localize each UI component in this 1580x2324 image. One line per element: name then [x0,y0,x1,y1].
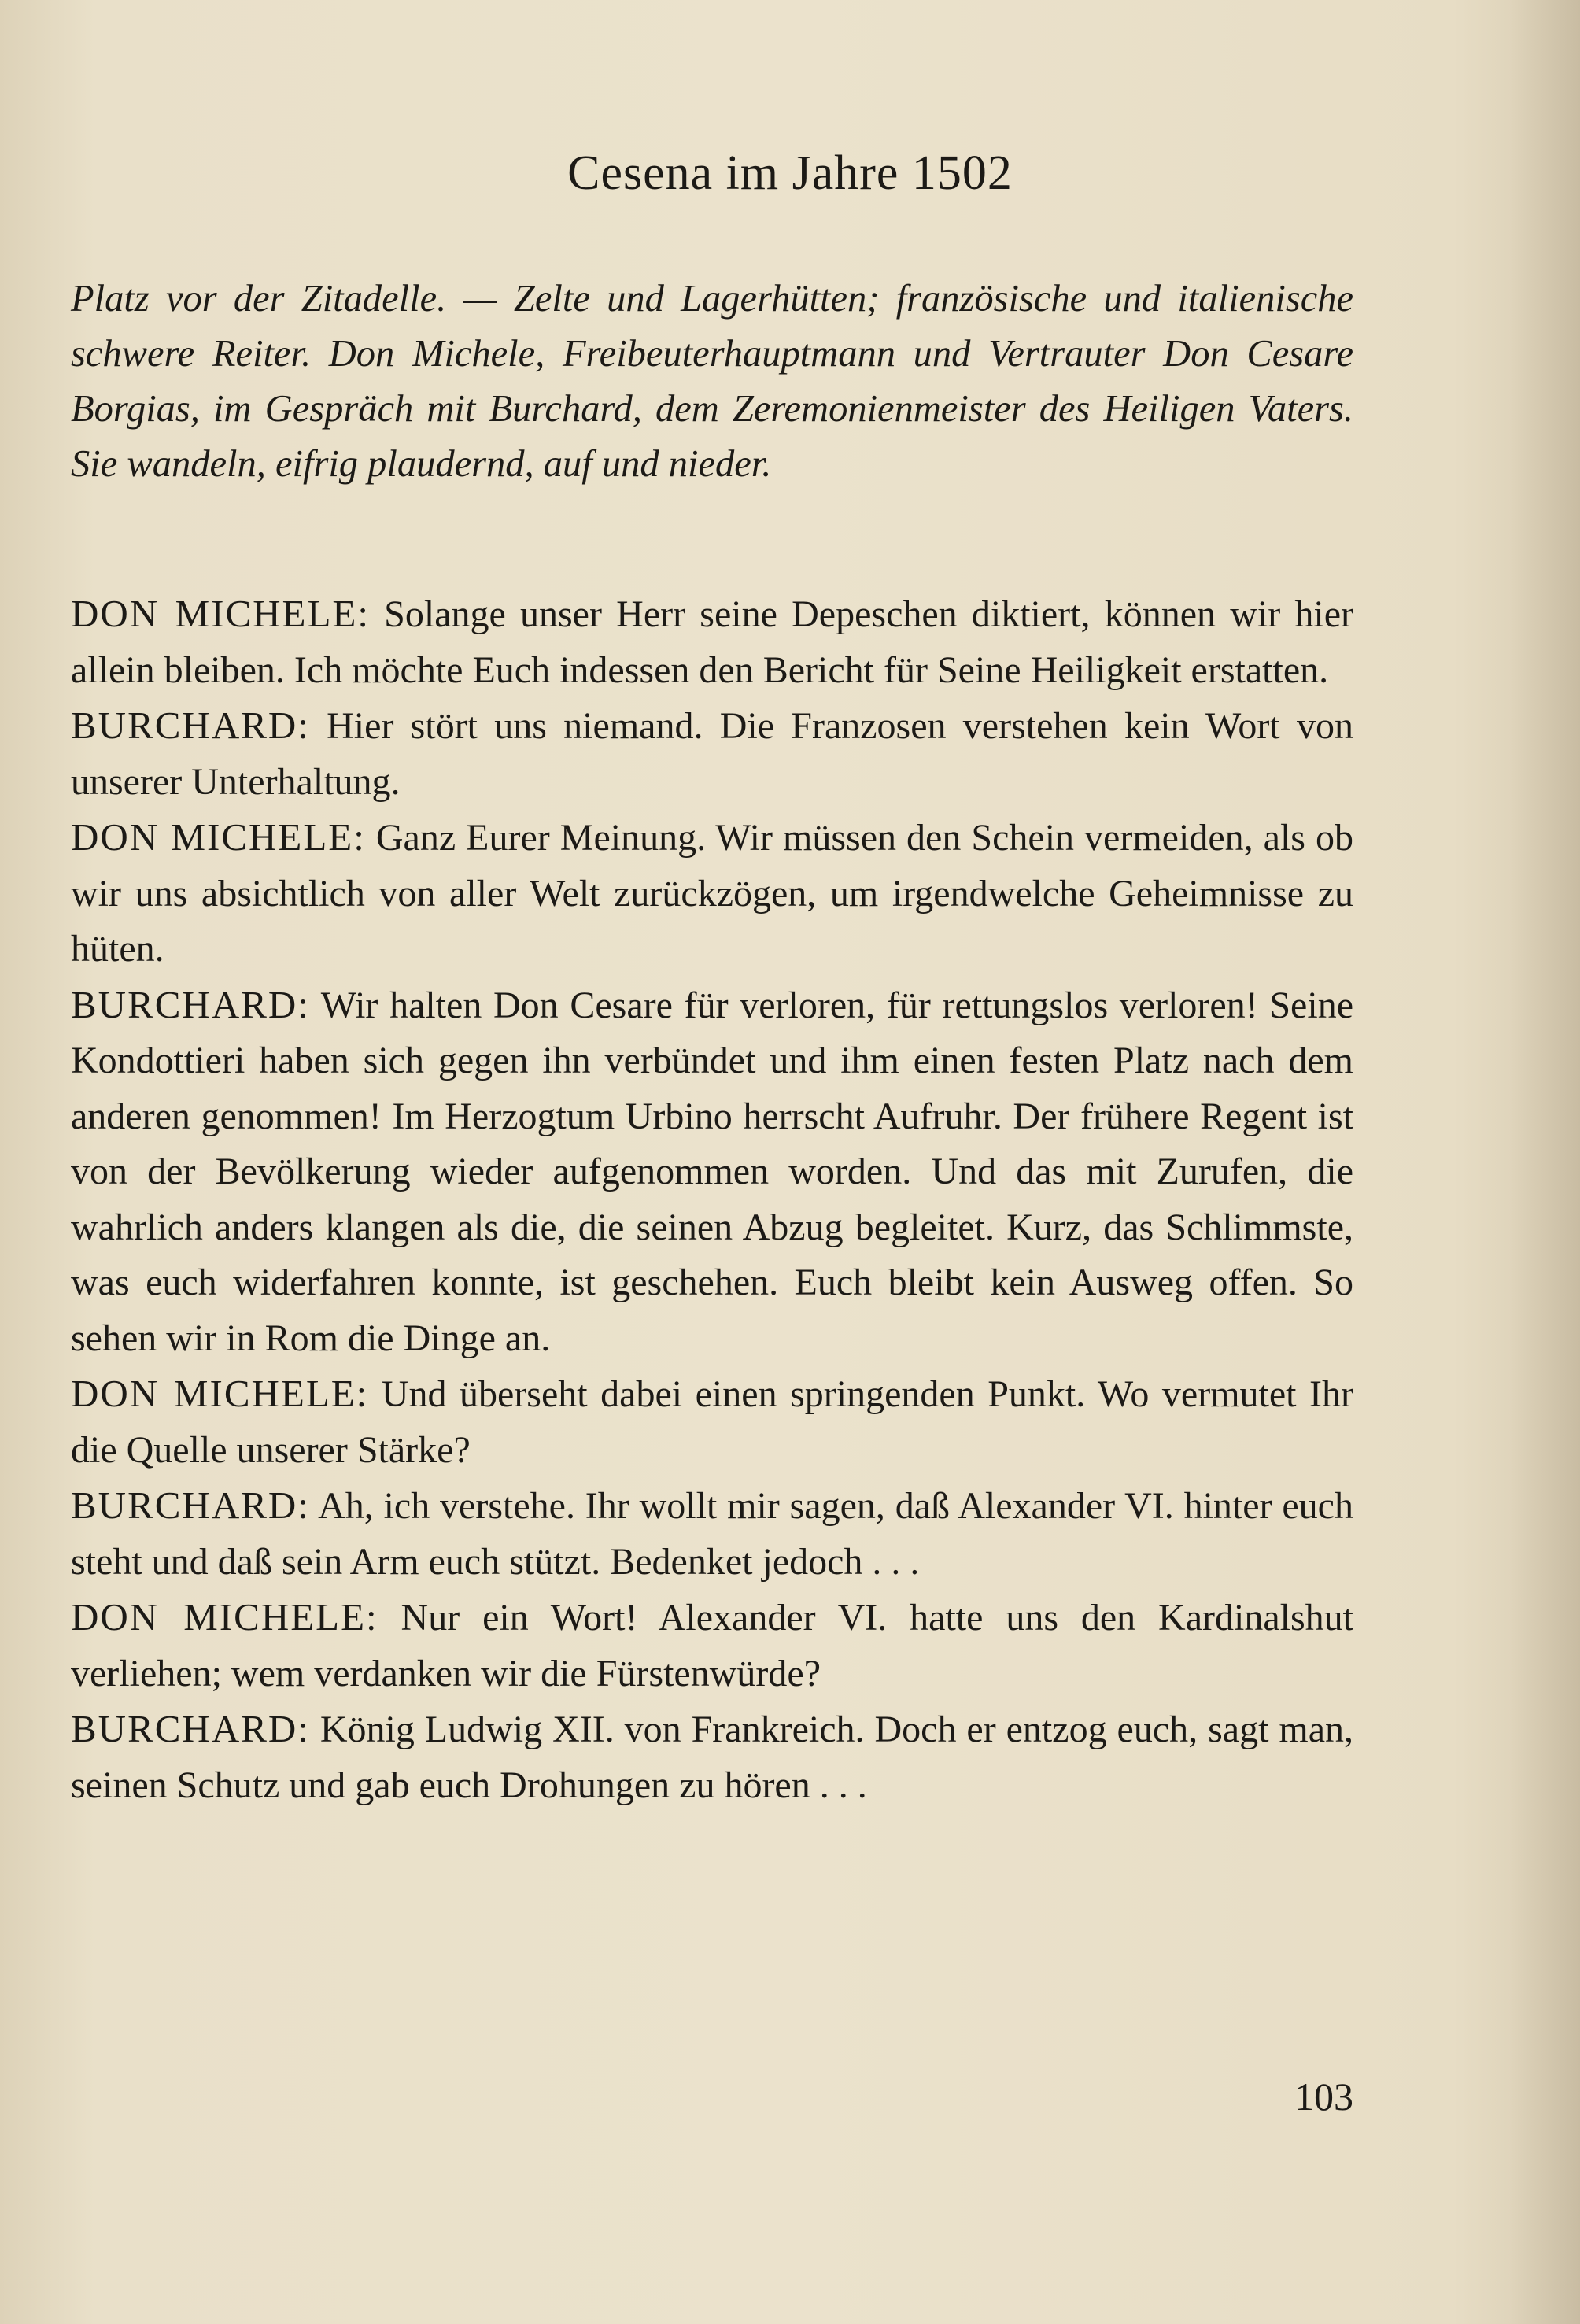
stage-direction: Platz vor der Zitadelle. — Zelte und Lagerhütten; französische und italienische schwere Reiter. Don Michele, Freibeuterhauptmann und Vertrauter Don Cesare Borgias, im Gespräch mit Burchard, dem Zeremonienmeister des Heiligen Vaters. Sie wandeln, eifrig plaudernd, auf und nieder. [71,278,1353,485]
speaker-name: BURCHARD: [71,1483,310,1527]
speaker-name: BURCHARD: [71,704,310,747]
speech-burchard-4 [71,1701,1353,1813]
page-edge-shadow [1509,0,1580,2324]
speech-text: Nur ein Wort! Alexander VI. hatte uns den Kardinalshut verliehen; wem verdanken wir die Fürstenwürde? [71,1597,1354,1694]
dialogue [71,586,1353,1813]
speaker-name: DON MICHELE: [71,815,366,859]
speech-don-michele-2 [71,810,1353,977]
speech-don-michele-1 [71,586,1353,698]
scene-title: Cesena im Jahre 1502 [567,146,1013,200]
speech-text: Solange unser Herr seine Depeschen diktiert, können wir hier allein bleiben. Ich möchte Euch indessen den Bericht für Seine Heiligkeit erstatten. [71,593,1354,691]
speaker-name: BURCHARD: [71,982,310,1026]
speaker-name: DON MICHELE: [71,1595,378,1639]
speaker-name: DON MICHELE: [71,592,370,635]
speech-text: König Ludwig XII. von Frankreich. Doch er entzog euch, sagt man, seinen Schutz und gab euch Drohungen zu hören . . . [71,1709,1354,1806]
speech-text: Wir halten Don Cesare für verloren, für rettungslos verloren! Seine Kondottieri haben sich gegen ihn verbündet und ihm einen festen Platz nach dem anderen genommen! Im Herzogtum Urbino herrscht Aufruhr. Der frühere Regent ist von der Bevölkerung wieder aufgenommen worden. Und das mit Zurufen, die wahrlich anders klangen als die, die seinen Abzug begleitet. Kurz, das Schlimmste, was euch widerfahren konnte, ist geschehen. Euch bleibt kein Ausweg offen. So sehen wir in Rom die Dinge an. [71,984,1353,1359]
speech-burchard-2 [71,977,1353,1367]
speech-burchard-3 [71,1478,1353,1590]
speech-burchard-1 [71,698,1353,810]
speech-text: Ah, ich verstehe. Ihr wollt mir sagen, daß Alexander VI. hinter euch steht und daß sein Arm euch stützt. Bedenket jedoch . . . [71,1485,1353,1583]
speaker-name: BURCHARD: [71,1707,310,1750]
speech-don-michele-3 [71,1366,1353,1478]
speech-text: Und überseht dabei einen springenden Punkt. Wo vermutet Ihr die Quelle unserer Stärke? [71,1373,1353,1471]
speech-text: Hier stört uns niemand. Die Franzosen verstehen kein Wort von unserer Unterhaltung. [71,705,1353,803]
speech-text: Ganz Eurer Meinung. Wir müssen den Schein vermeiden, als ob wir uns absichtlich von aller Welt zurückzögen, um irgendwelche Geheimnisse zu hüten. [71,817,1354,970]
page-number: 103 [1294,2075,1353,2119]
speaker-name: DON MICHELE: [71,1372,369,1415]
speech-don-michele-4 [71,1590,1353,1701]
